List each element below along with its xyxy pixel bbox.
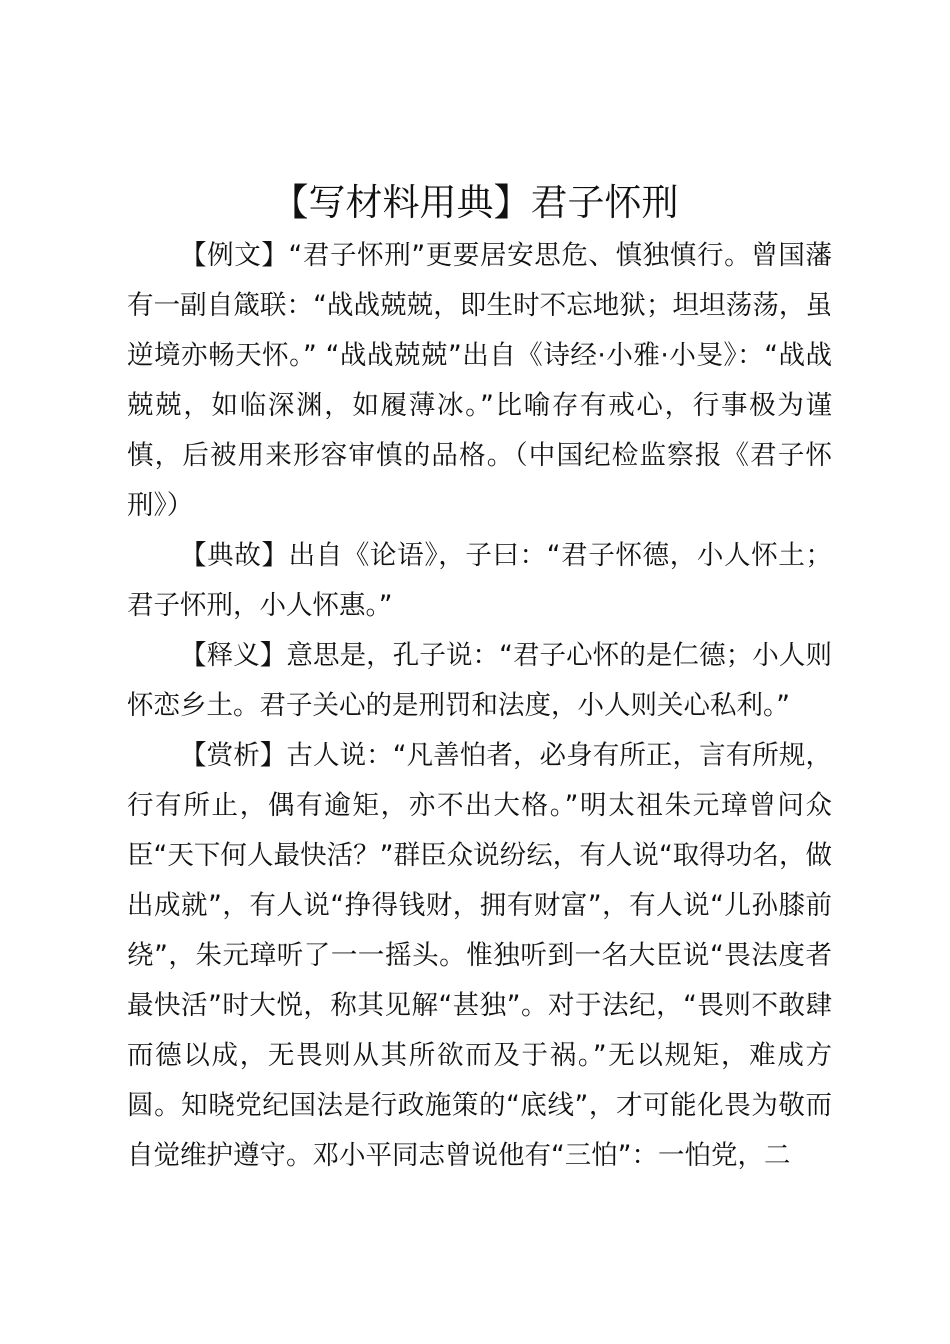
paragraph-allusion: 【典故】出自《论语》，子曰：“君子怀德，小人怀土；君子怀刑，小人怀惠。” xyxy=(127,540,832,621)
document-body xyxy=(127,231,832,1181)
paragraph-example: 【例文】“君子怀刑”更要居安思危、慎独慎行。曾国藩有一副自箴联：“战战兢兢，即生时不忘地狱；坦坦荡荡，虽逆境亦畅天怀。” “战战兢兢”出自《诗经·小雅·小旻》：“战战兢兢，如临深渊，如履薄冰。”比喻存有戒心，行事极为谨慎，后被用来形容审慎的品格。（中国纪检监察报《君子怀刑》） xyxy=(127,240,832,521)
paragraph-meaning: 【释义】意思是，孔子说：“君子心怀的是仁德；小人则怀恋乡土。君子关心的是刑罚和法度，小人则关心私利。” xyxy=(127,640,832,721)
document-title: 【写材料用典】君子怀刑 xyxy=(271,181,679,224)
paragraph-appreciation: 【赏析】古人说：“凡善怕者，必身有所正，言有所规，行有所止，偶有逾矩，亦不出大格。”明太祖朱元璋曾问众臣“天下何人最快活？”群臣众说纷纭，有人说“取得功名，做出成就”，有人说“挣得钱财，拥有财富”，有人说“儿孙膝前绕”，朱元璋听了一一摇头。惟独听到一名大臣说“畏法度者最快活”时大悦，称其见解“甚独”。对于法纪，“畏则不敢肆而德以成，无畏则从其所欲而及于祸。”无以规矩，难成方圆。知晓党纪国法是行政施策的“底线”，才可能化畏为敬而自觉维护遵守。邓小平同志曾说他有“三怕”：一怕党，二 xyxy=(127,740,832,1171)
